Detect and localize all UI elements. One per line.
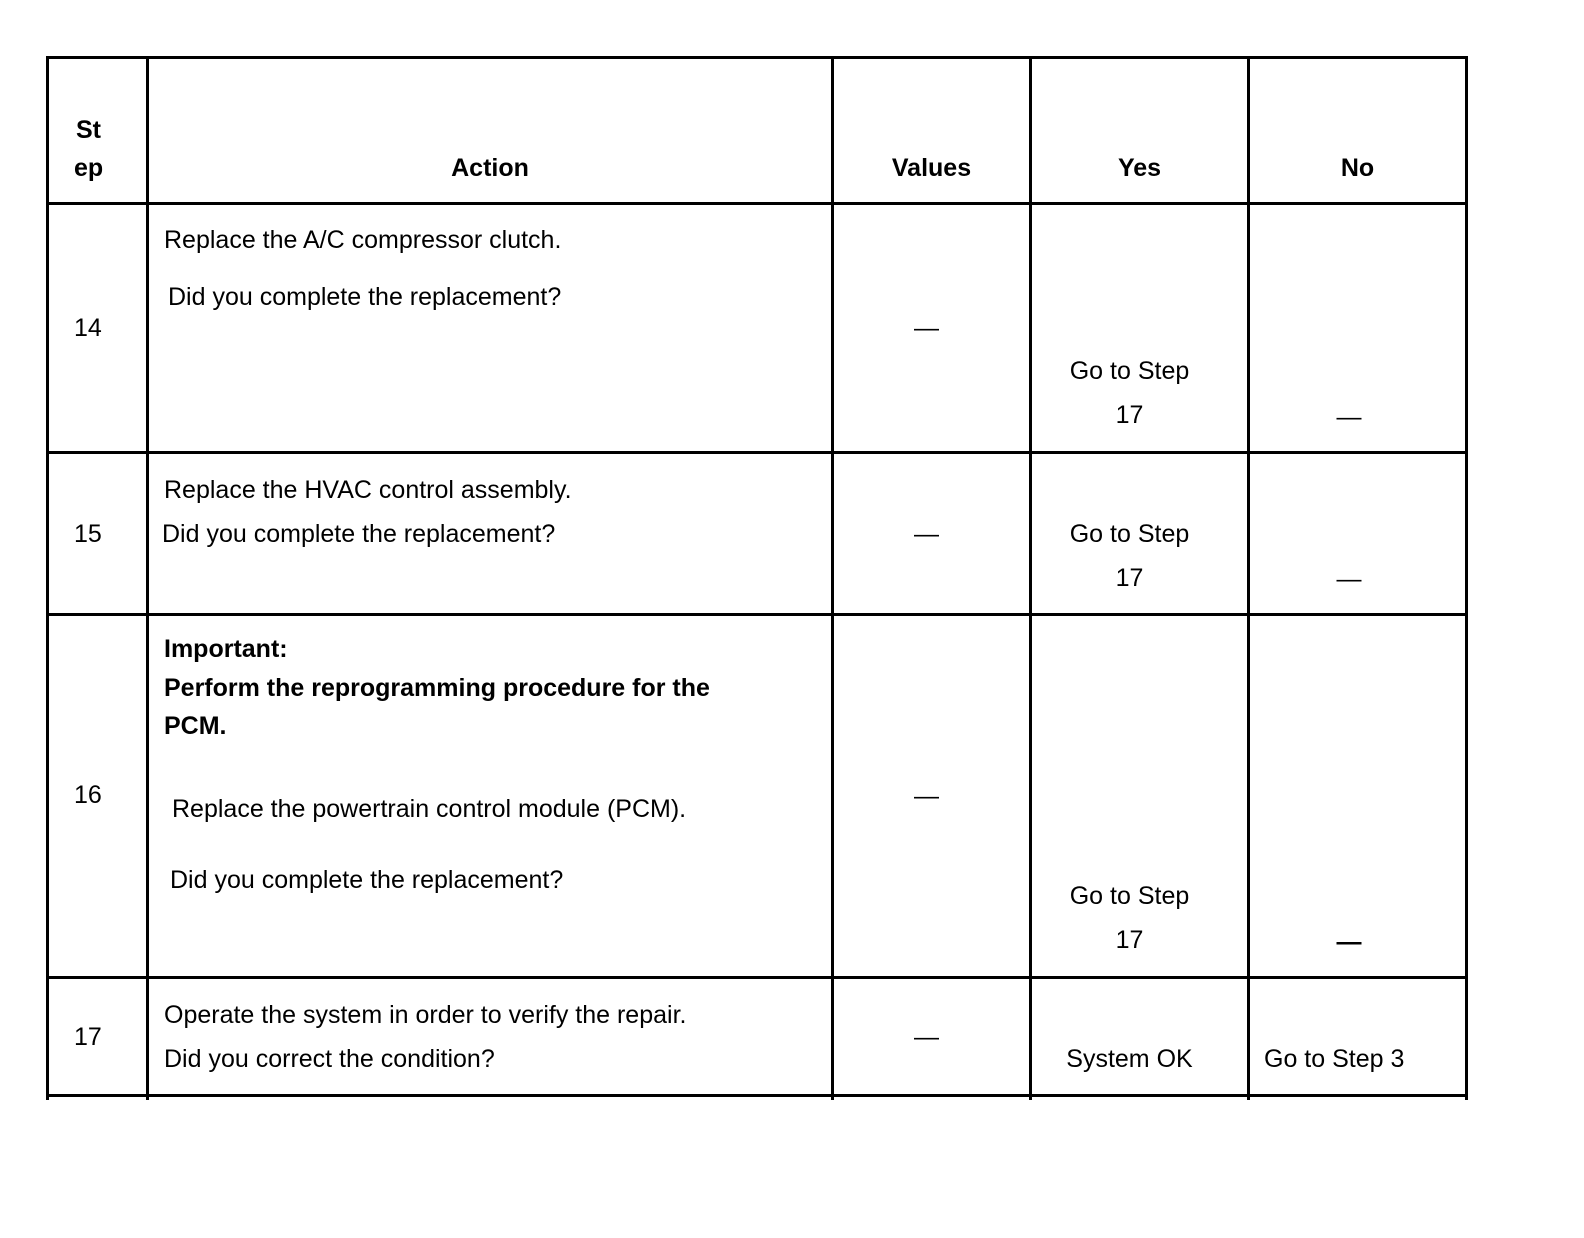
- yes-cell-line1: Go to Step: [1069, 520, 1190, 548]
- no-cell: —: [1336, 928, 1362, 956]
- no-cell: Go to Step 3: [1264, 1045, 1405, 1073]
- yes-cell: System OK: [1066, 1045, 1193, 1073]
- step-number: 14: [74, 314, 102, 342]
- values-cell: —: [914, 782, 939, 810]
- row-divider: [46, 613, 1468, 616]
- values-cell: —: [914, 1023, 939, 1051]
- no-cell: —: [1336, 403, 1362, 431]
- header-no: No: [1340, 154, 1375, 182]
- yes-cell-line2: 17: [1115, 926, 1144, 954]
- column-divider: [146, 56, 149, 1100]
- yes-cell-line1: Go to Step: [1069, 882, 1190, 910]
- important-note: Perform the reprogramming procedure for the: [164, 674, 710, 702]
- header-yes: Yes: [1117, 154, 1162, 182]
- step-number: 15: [74, 520, 102, 548]
- header-divider: [46, 202, 1468, 205]
- table-border-right: [1465, 56, 1468, 1100]
- header-step-line2: ep: [74, 154, 104, 182]
- yes-cell-line2: 17: [1115, 401, 1144, 429]
- row-divider: [46, 976, 1468, 979]
- header-step-line1: St: [76, 116, 101, 144]
- table-border-left: [46, 56, 49, 1100]
- action-text: Replace the A/C compressor clutch.: [164, 226, 562, 254]
- action-question: Did you complete the replacement?: [168, 283, 562, 311]
- action-text: Operate the system in order to verify the repair.: [164, 1001, 687, 1029]
- action-question: Did you complete the replacement?: [170, 866, 564, 894]
- step-number: 17: [74, 1023, 102, 1051]
- action-question: Did you complete the replacement?: [162, 520, 556, 548]
- step-number: 16: [74, 781, 102, 809]
- yes-cell-line1: Go to Step: [1069, 357, 1190, 385]
- no-cell: —: [1336, 565, 1362, 593]
- table-border-bottom: [46, 1094, 1468, 1097]
- table-border-top: [46, 56, 1468, 59]
- header-action: Action: [451, 154, 529, 182]
- important-label: Important:: [164, 635, 288, 663]
- row-divider: [46, 451, 1468, 454]
- action-text: Replace the HVAC control assembly.: [164, 476, 572, 504]
- column-divider: [831, 56, 834, 1100]
- important-note: PCM.: [164, 712, 227, 740]
- action-question: Did you correct the condition?: [164, 1045, 495, 1073]
- action-text: Replace the powertrain control module (PCM).: [172, 795, 687, 823]
- values-cell: —: [914, 520, 939, 548]
- values-cell: —: [914, 314, 939, 342]
- yes-cell-line2: 17: [1115, 564, 1144, 592]
- header-values: Values: [891, 154, 972, 182]
